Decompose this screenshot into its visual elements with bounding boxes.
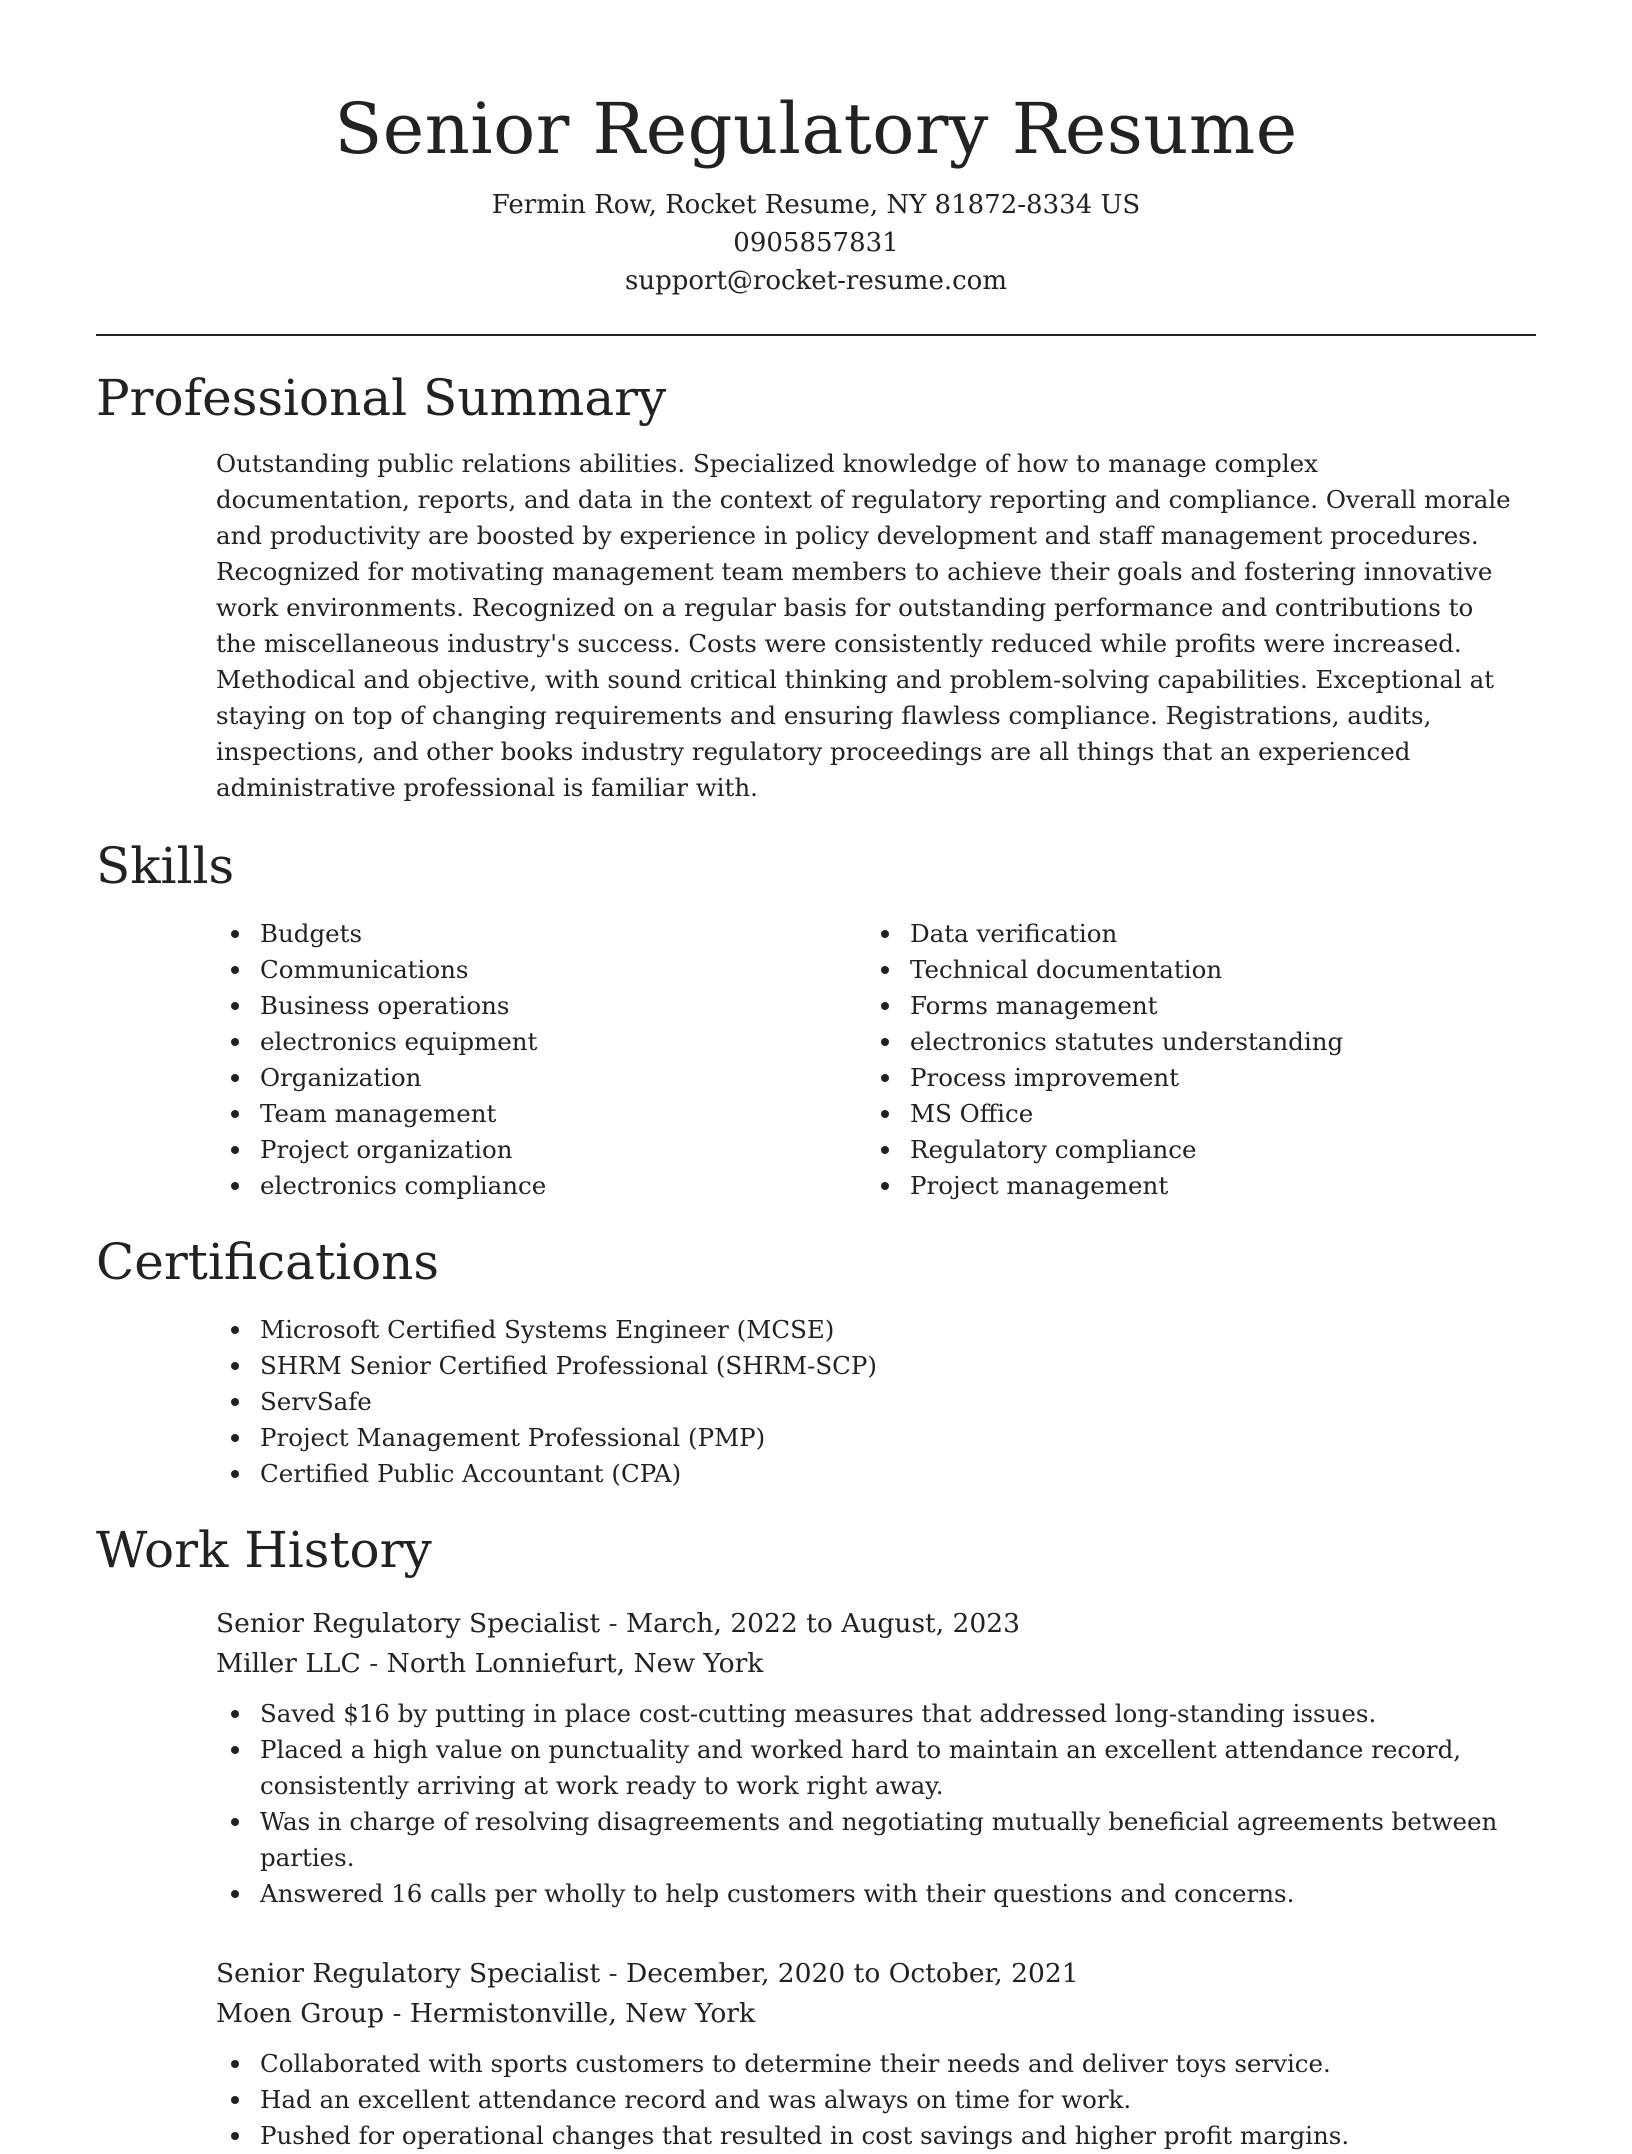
separator: - xyxy=(384,1998,410,2029)
company-name: Moen Group xyxy=(216,1998,385,2029)
duty-item: Answered 16 calls per wholly to help customers with their questions and concerns. xyxy=(216,1876,1536,1912)
job-title: Senior Regulatory Specialist xyxy=(216,1608,601,1639)
separator: - xyxy=(600,1608,626,1639)
skills-section xyxy=(96,834,1536,1204)
resume-title: Senior Regulatory Resume xyxy=(334,88,1298,170)
skill-item: Process improvement xyxy=(866,1060,1516,1096)
job-title-line xyxy=(216,1604,1536,1644)
skill-item: Data verification xyxy=(866,916,1516,952)
separator: - xyxy=(600,1958,626,1989)
job-entry xyxy=(216,1954,1536,2154)
company-line xyxy=(216,1994,1536,2034)
job-title: Senior Regulatory Specialist xyxy=(216,1958,601,1989)
header-divider xyxy=(96,334,1536,336)
skills-heading: Skills xyxy=(96,837,235,895)
skill-item: MS Office xyxy=(866,1096,1516,1132)
certification-item: Certified Public Accountant (CPA) xyxy=(216,1456,1536,1492)
duty-item: Saved $16 by putting in place cost-cutting measures that addressed long-standing issues. xyxy=(216,1696,1536,1732)
job-dates: December, 2020 to October, 2021 xyxy=(625,1958,1079,1989)
skill-item: electronics compliance xyxy=(216,1168,866,1204)
skill-item: Team management xyxy=(216,1096,866,1132)
skill-item: Organization xyxy=(216,1060,866,1096)
certification-item: ServSafe xyxy=(216,1384,1536,1420)
duty-item: Placed a high value on punctuality and worked hard to maintain an excellent attendance record, consistently arriving at work ready to work right away. xyxy=(216,1732,1536,1804)
skill-item: electronics statutes understanding xyxy=(866,1024,1516,1060)
skill-item: Regulatory compliance xyxy=(866,1132,1516,1168)
contact-block xyxy=(96,186,1536,300)
skill-item: Budgets xyxy=(216,916,866,952)
work-history-heading: Work History xyxy=(96,1521,432,1579)
skill-item: Forms management xyxy=(866,988,1516,1024)
duty-item: Collaborated with sports customers to determine their needs and deliver toys service. xyxy=(216,2046,1536,2082)
resume-page xyxy=(96,0,1536,2150)
work-history-section xyxy=(96,1518,1536,2154)
certification-item: Microsoft Certified Systems Engineer (MCSE) xyxy=(216,1312,1536,1348)
job-entry xyxy=(216,1604,1536,1912)
duty-item: Was in charge of resolving disagreements and negotiating mutually beneficial agreements between parties. xyxy=(216,1804,1536,1876)
certification-item: Project Management Professional (PMP) xyxy=(216,1420,1536,1456)
job-duties xyxy=(216,2046,1536,2154)
job-dates: March, 2022 to August, 2023 xyxy=(625,1608,1020,1639)
skill-item: Project management xyxy=(866,1168,1516,1204)
skill-item: Technical documentation xyxy=(866,952,1516,988)
certifications-list xyxy=(216,1312,1536,1492)
skill-item: Project organization xyxy=(216,1132,866,1168)
company-line xyxy=(216,1644,1536,1684)
company-location: North Lonniefurt, New York xyxy=(386,1648,764,1679)
summary-text: Outstanding public relations abilities. Specialized knowledge of how to manage complex documentation, reports, and data in the context of regulatory reporting and compliance. Overall morale and productivity are boosted by experience in policy development and staff management procedures. Recognized for motivating management team members to achieve their goals and fostering innovative work environments. Recognized on a regular basis for outstanding performance and contributions to the miscellaneous industry's success. Costs were consistently reduced while profits were increased. Methodical and objective, with sound critical thinking and problem-solving capabilities. Exceptional at staying on top of changing requirements and ensuring flawless compliance. Registrations, audits, inspections, and other books industry regulatory proceedings are all things that an experienced administrative professional is familiar with. xyxy=(216,449,1511,802)
job-duties xyxy=(216,1696,1536,1912)
skills-list-left xyxy=(216,916,866,1204)
separator: - xyxy=(360,1648,387,1679)
address: Fermin Row, Rocket Resume, NY 81872-8334 US xyxy=(491,190,1141,220)
certifications-section xyxy=(96,1230,1536,1492)
phone: 0905857831 xyxy=(733,228,899,258)
skills-list-right xyxy=(866,916,1516,1204)
certifications-heading: Certifications xyxy=(96,1233,440,1291)
resume-header xyxy=(96,0,1536,300)
duty-item: Pushed for operational changes that resulted in cost savings and higher profit margins. xyxy=(216,2118,1536,2154)
summary-heading: Professional Summary xyxy=(96,369,667,427)
company-name: Miller LLC xyxy=(216,1648,361,1679)
email: support@rocket-resume.com xyxy=(624,266,1007,296)
skill-item: electronics equipment xyxy=(216,1024,866,1060)
company-location: Hermistonville, New York xyxy=(409,1998,756,2029)
skill-item: Communications xyxy=(216,952,866,988)
summary-section xyxy=(96,366,1536,806)
job-title-line xyxy=(216,1954,1536,1994)
duty-item: Had an excellent attendance record and was always on time for work. xyxy=(216,2082,1536,2118)
skill-item: Business operations xyxy=(216,988,866,1024)
certification-item: SHRM Senior Certified Professional (SHRM-SCP) xyxy=(216,1348,1536,1384)
